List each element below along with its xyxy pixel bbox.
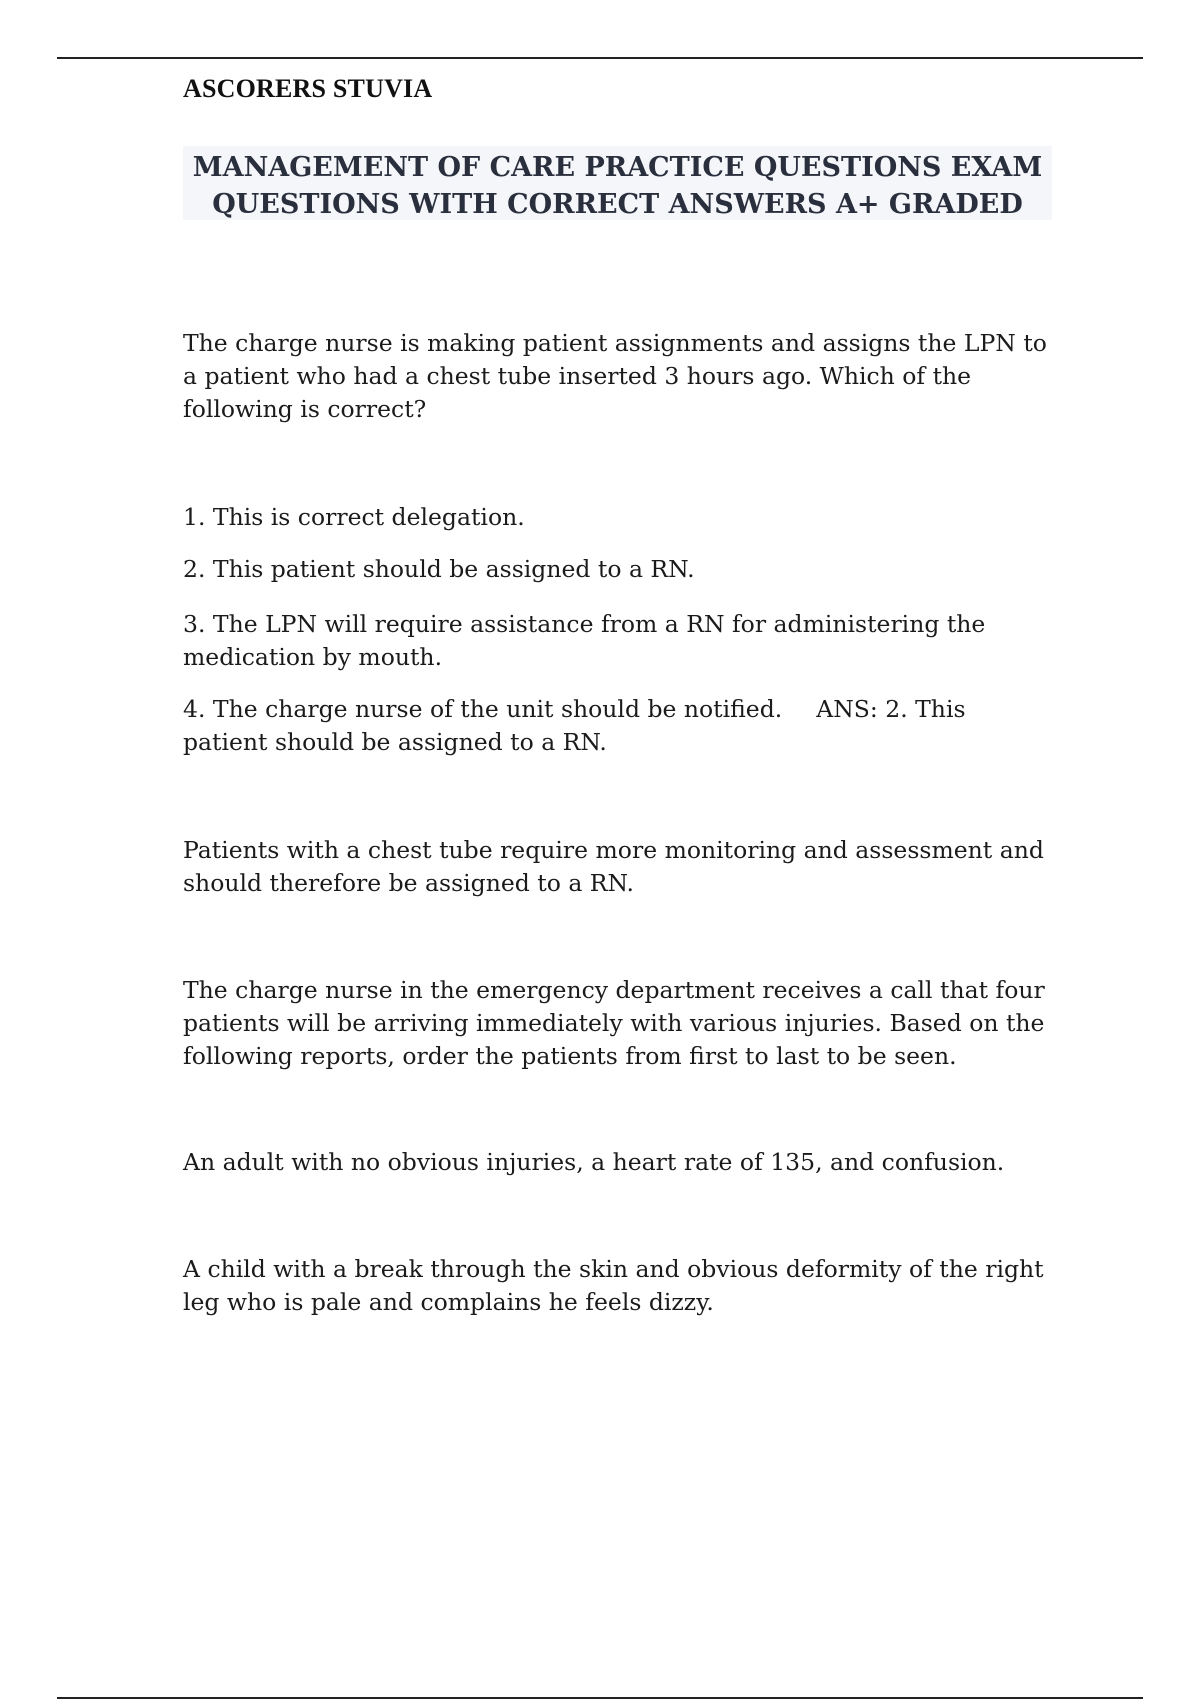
question-1-option-2: 2. This patient should be assigned to a RN. [183, 555, 695, 583]
question-1-stem: The charge nurse is making patient assignments and assigns the LPN to a patient who had a chest tube inserted 3 hours ago. Which of the following is correct? [183, 329, 1047, 423]
title-line-2: QUESTIONS WITH CORRECT ANSWERS A+ GRADED [212, 189, 1023, 220]
question-1-option-3: 3. The LPN will require assistance from a RN for administering the medication by mouth. [183, 610, 986, 671]
bottom-rule [57, 1697, 1143, 1699]
question-1-answer: ANS: 2. This patient should be assigned to a RN. [183, 695, 966, 756]
question-2-report-2: A child with a break through the skin and obvious deformity of the right leg who is pale and complains he feels dizzy. [183, 1255, 1044, 1316]
top-rule [57, 57, 1143, 59]
question-1-option-4: 4. The charge nurse of the unit should be notified. [183, 695, 783, 723]
question-1-option-4-with-answer [183, 693, 1053, 759]
document-title [183, 146, 1052, 220]
title-line-1: MANAGEMENT OF CARE PRACTICE QUESTIONS EXAM [192, 152, 1043, 183]
question-2-stem: The charge nurse in the emergency department receives a call that four patients will be arriving immediately with various injuries. Based on the following reports, order the patients from first to last to be seen. [183, 976, 1045, 1070]
question-1-option-1: 1. This is correct delegation. [183, 503, 525, 531]
header-brand: ASCORERS STUVIA [183, 74, 433, 103]
question-2-report-1: An adult with no obvious injuries, a heart rate of 135, and confusion. [183, 1148, 1005, 1176]
question-1-rationale: Patients with a chest tube require more monitoring and assessment and should therefore be assigned to a RN. [183, 836, 1044, 897]
